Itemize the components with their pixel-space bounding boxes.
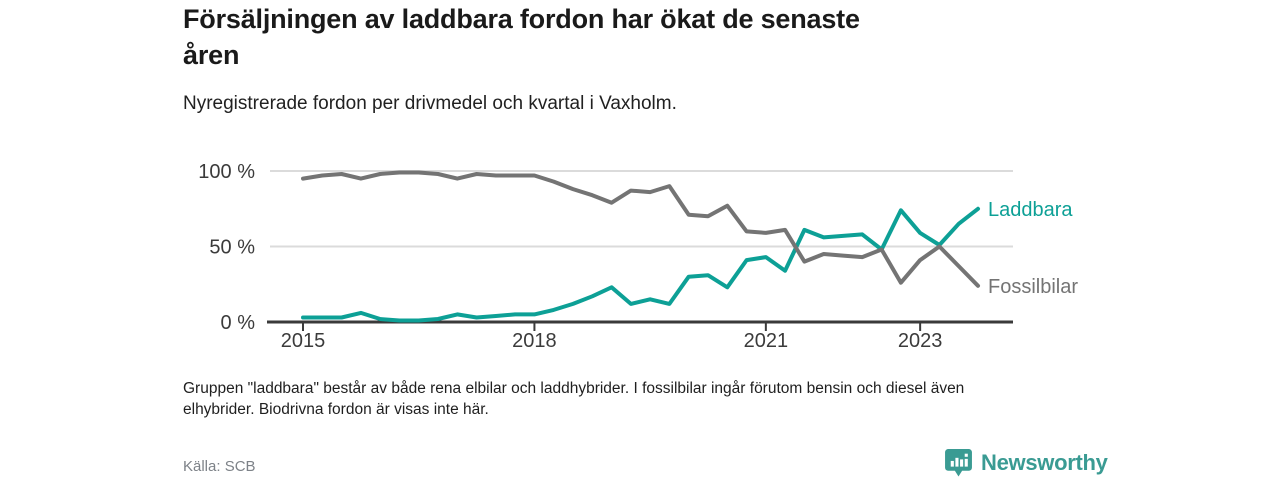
source-label: Källa: SCB bbox=[183, 458, 256, 475]
newsworthy-pin-icon bbox=[944, 448, 973, 478]
x-axis-tick-label: 2015 bbox=[280, 330, 326, 352]
series-label-laddbara: Laddbara bbox=[987, 198, 1073, 221]
y-axis-tick-label: 100 % bbox=[198, 161, 255, 183]
x-axis-tick-label: 2018 bbox=[512, 330, 557, 352]
y-axis-tick-label: 0 % bbox=[220, 312, 255, 334]
line-chart bbox=[150, 150, 1090, 362]
series-line-laddbara bbox=[303, 209, 978, 321]
chart-footnote bbox=[183, 378, 1083, 420]
page-title bbox=[183, 1, 1083, 73]
footnote-line-2: elhybrider. Biodrivna fordon är visas inte här. bbox=[183, 401, 489, 418]
series-line-fossilbilar bbox=[303, 173, 978, 286]
title-line-1: Försäljningen av laddbara fordon har ökat de senaste bbox=[183, 4, 860, 34]
newsworthy-wordmark: Newsworthy bbox=[981, 450, 1108, 475]
footnote-line-1: Gruppen "laddbara" består av både rena elbilar och laddhybrider. I fossilbilar ingår förutom bensin och diesel även bbox=[183, 380, 965, 397]
newsworthy-logo[interactable] bbox=[944, 448, 1108, 478]
x-axis-tick-label: 2021 bbox=[743, 330, 789, 352]
series-label-fossilbilar: Fossilbilar bbox=[987, 275, 1079, 298]
title-line-2: åren bbox=[183, 40, 240, 70]
chart-subtitle: Nyregistrerade fordon per drivmedel och kvartal i Vaxholm. bbox=[183, 93, 677, 114]
y-axis-tick-label: 50 % bbox=[209, 236, 255, 259]
x-axis-tick-label: 2023 bbox=[897, 330, 943, 352]
